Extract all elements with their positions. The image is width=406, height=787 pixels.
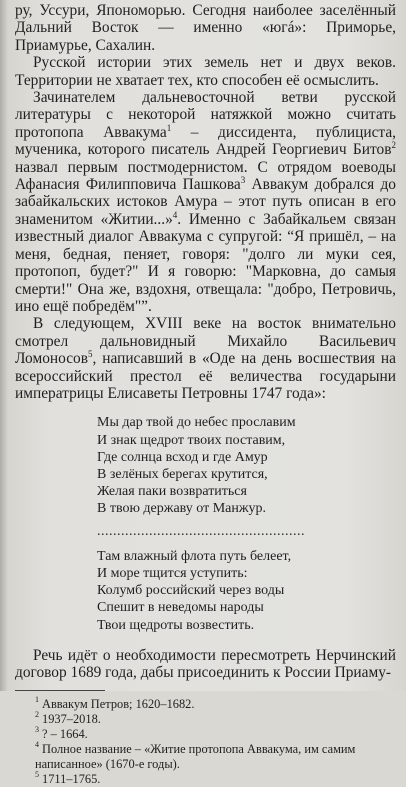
footnote-2 [15,712,396,727]
poem-quote [97,414,396,633]
paragraph-5: Речь идёт о необходимости пересмотреть Нерчинский договор 1689 года, дабы присоединить к России Приаму- [15,646,396,682]
footnote-number: 4 [35,740,39,750]
poem-line: В зелёных берегах крутится, [97,466,268,482]
poem-line: Колумб российский через воды [97,583,285,599]
footnote-number: 3 [35,725,39,735]
poem-line: И море тщится уступить: [97,565,248,581]
poem-line: Твои щедроты возвестить. [97,617,255,633]
footnote-text: ? – 1664. [42,726,88,741]
footnote-4 [15,742,396,772]
footnote-number: 1 [35,695,39,705]
paragraph-3 [15,89,396,315]
paragraph-3-part-c: назвал первым постмодернистом. С отрядом воеводы Афанасия Филипповича Пашкова [15,158,396,194]
poem-line: Спешит в неведомы народы [97,600,264,616]
paragraph-2: Русской истории этих земель нет и двух веков. Территории не хватает тех, кто способен её осмыслить. [15,54,396,89]
paragraph-4 [15,315,396,402]
footnote-ref-3[interactable]: 3 [240,174,246,185]
page-gutter-shadow [0,0,8,691]
footnotes [15,697,396,787]
footnote-number: 5 [35,770,39,780]
footnote-divider [15,690,105,691]
paragraph-3-part-a: Зачинателем дальневосточной ветви русской литературы с некоторой натяжкой можно считать протопопа Аввакума [15,89,396,141]
footnote-ref-4[interactable]: 4 [172,209,178,220]
paragraph-3-part-e: . Именно с Забайкальем связан известный диалог Аввакума с супругой: “Я пришёл, – на меня, бедная, пеняет, говоря: "долго ли муки сея, протопоп, будет?" И я говорю: "Марковна, до самыя смерти!" Она же, вздохня, отвещала: "добро, Петровичь, ино ещё побредём"”. [15,210,396,315]
footnote-number: 2 [35,710,39,720]
footnote-ref-1[interactable]: 1 [166,122,172,133]
poem-line: В твою державу от Манжур. [97,501,267,517]
poem-line: Где солнца всход и где Амур [97,449,268,465]
footnote-text: Аввакум Петров; 1620–1682. [42,696,195,711]
footnote-ref-2[interactable]: 2 [391,140,396,151]
footnote-text: 1937–2018. [42,711,101,726]
footnote-text: Полное название – «Житие протопопа Аввакума, им самим написанное» (1670-е годы). [35,741,356,771]
paragraph-1: ру, Уссури, Япономорью. Сегодня наиболее заселённый Дальний Восток — именно «югá»: Приморье, Приамурье, Сахалин. [15,2,396,54]
paragraph-3-part-b: – диссидента, публициста, мученика, которого писатель Андрей Георгиевич Битов [15,123,397,159]
footnote-1 [15,697,396,712]
poem-line: Мы дар твой до небес прославим [97,415,296,431]
poem-line: Желая паки возвратиться [97,484,247,500]
footnote-text: 1711–1765. [42,771,101,786]
paragraph-4-part-b: , написавший в «Оде на день восшествия на всероссийский престол её величества государыни императрицы Елисаветы Петровны 1747 года»: [15,350,396,402]
poem-ellipsis: .................................................... [97,523,305,539]
footnote-5 [15,772,396,787]
poem-line: И знак щедрот твоих поставим, [97,432,286,448]
footnote-3 [15,727,396,742]
poem-line: Там влажный флота путь белеет, [97,548,292,564]
paragraph-4-part-a: В следующем, XVIII веке на восток внимательно смотрел дальновидный Михайло Васильевич Ломоносов [15,315,396,368]
footnote-ref-5[interactable]: 5 [88,349,93,359]
paragraph-3-part-d: Аввакум добрался до забайкальских истоков Амура – этот путь описан в его знаменитом «Житии...» [15,176,396,228]
